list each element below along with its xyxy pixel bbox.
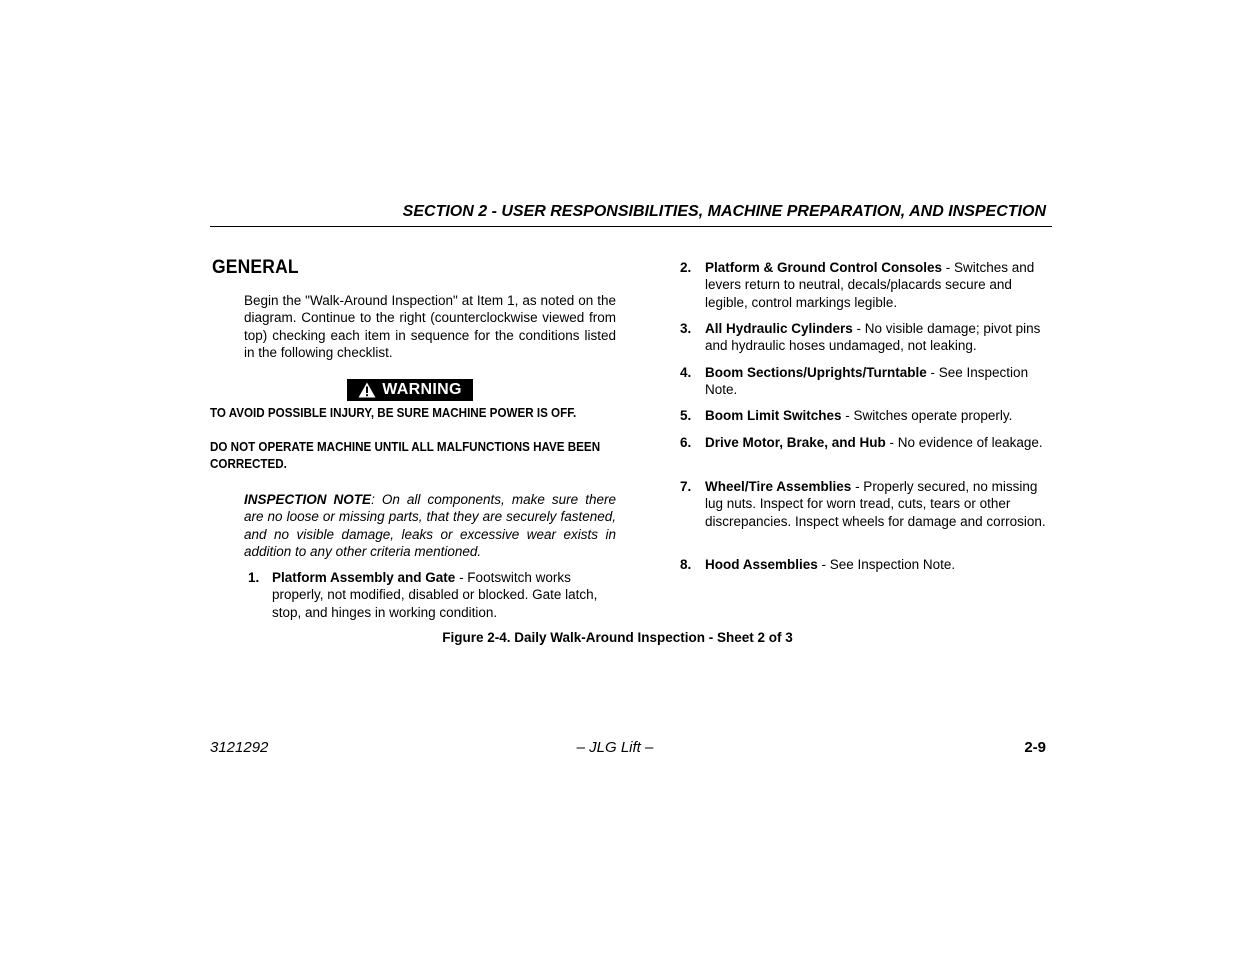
item-term: Hood Assemblies	[705, 557, 818, 572]
checklist-item-5	[680, 407, 1048, 424]
inspection-note-text: : On all components, make sure there are no loose or missing parts, that they are securely fastened, and no visible damage, leaks or excessive wear exists in addition to any other criteria mentioned.	[244, 492, 616, 560]
section-title: SECTION 2 - USER RESPONSIBILITIES, MACHINE PREPARATION, AND INSPECTION	[402, 203, 1046, 220]
item-text: - Switches operate properly.	[841, 408, 1013, 423]
warning-line-malfunctions: DO NOT OPERATE MACHINE UNTIL ALL MALFUNCTIONS HAVE BEEN CORRECTED.	[210, 440, 601, 471]
warning-label: WARNING	[382, 381, 462, 398]
item-text: - No visible damage; pivot pins and hydraulic hoses undamaged, not leaking.	[705, 321, 1041, 354]
item-number: 2.	[680, 260, 692, 275]
item-body	[705, 320, 1048, 355]
checklist-item-7	[680, 478, 1048, 530]
checklist-item-3	[680, 320, 1048, 355]
intro-paragraph: Begin the "Walk-Around Inspection" at Item 1, as noted on the diagram. Continue to the right (counterclockwise viewed from top) checking each item in sequence for the conditions listed in the following checklist.	[244, 293, 616, 361]
item-text: - Footswitch works properly, not modified, disabled or blocked. Gate latch, stop, and hinges in working condition.	[272, 570, 598, 620]
checklist-item-1	[248, 569, 618, 621]
item-body	[705, 478, 1048, 530]
item-text: - See Inspection Note.	[817, 557, 956, 572]
item-term: Wheel/Tire Assemblies	[705, 479, 852, 494]
footer-page-number: 2-9	[1024, 739, 1046, 756]
footer-brand: – JLG Lift –	[576, 739, 654, 756]
item-body	[705, 259, 1048, 311]
item-text: - Properly secured, no missing lug nuts. Inspect for worn tread, cuts, tears or other discrepancies. Inspect wheels for damage and corrosion.	[705, 479, 1046, 529]
item-number: 4.	[680, 365, 692, 380]
item-number: 8.	[680, 557, 692, 572]
inspection-note	[244, 491, 616, 561]
item-body	[705, 556, 1048, 573]
item-body	[705, 407, 1048, 424]
item-term: Platform & Ground Control Consoles	[705, 260, 943, 275]
inspection-note-label: INSPECTION NOTE	[244, 492, 372, 507]
warning-triangle-icon	[358, 382, 376, 398]
item-term: Drive Motor, Brake, and Hub	[705, 435, 886, 450]
checklist-item-6	[680, 434, 1048, 451]
item-body	[705, 434, 1048, 451]
item-text: - See Inspection Note.	[705, 365, 1029, 398]
item-text: - No evidence of leakage.	[885, 435, 1043, 450]
checklist-item-2	[680, 259, 1048, 311]
checklist-item-8	[680, 556, 1048, 573]
checklist-item-4	[680, 364, 1048, 399]
item-term: Platform Assembly and Gate	[272, 570, 456, 585]
item-term: All Hydraulic Cylinders	[705, 321, 853, 336]
item-number: 1.	[248, 570, 260, 585]
item-number: 6.	[680, 435, 692, 450]
warning-banner	[347, 379, 473, 401]
item-number: 3.	[680, 321, 692, 336]
footer-doc-number: 3121292	[210, 739, 269, 756]
general-heading: GENERAL	[212, 257, 299, 278]
header-rule	[210, 226, 1052, 227]
item-body	[705, 364, 1048, 399]
item-number: 5.	[680, 408, 692, 423]
figure-caption: Figure 2-4. Daily Walk-Around Inspection - Sheet 2 of 3	[442, 630, 793, 645]
item-text: - Switches and levers return to neutral, decals/placards secure and legible, control markings legible.	[705, 260, 1035, 310]
item-number: 7.	[680, 479, 692, 494]
item-term: Boom Sections/Uprights/Turntable	[705, 365, 927, 380]
item-term: Boom Limit Switches	[705, 408, 842, 423]
item-body	[272, 569, 618, 621]
warning-line-power-off: TO AVOID POSSIBLE INJURY, BE SURE MACHINE POWER IS OFF.	[210, 406, 577, 420]
